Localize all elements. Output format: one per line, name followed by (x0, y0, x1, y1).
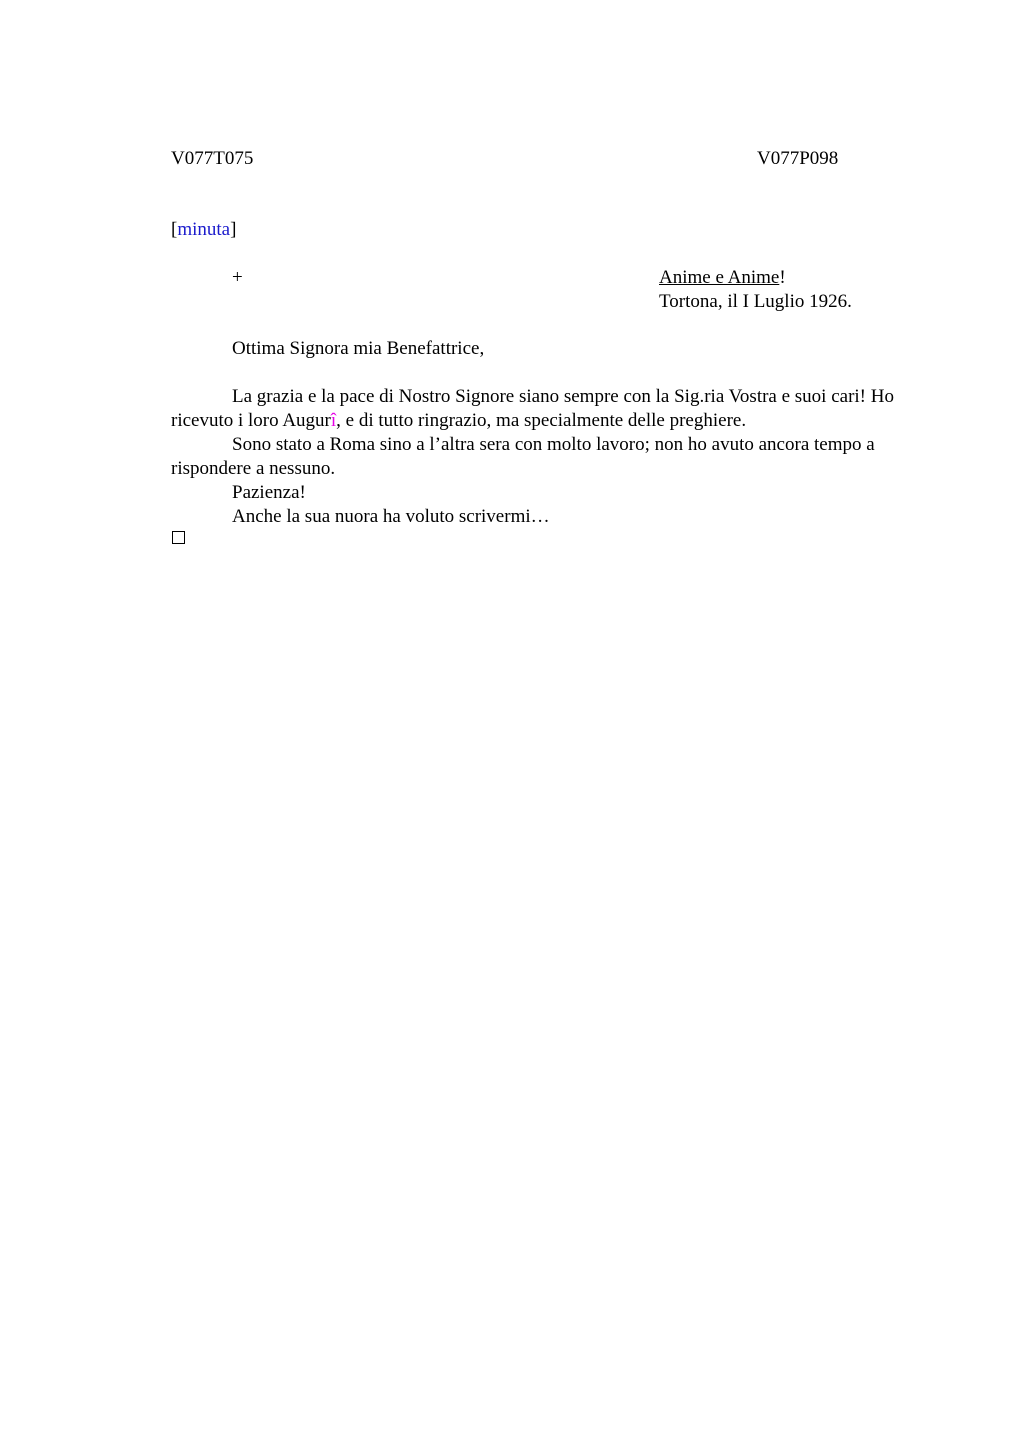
paragraph-1 (171, 385, 931, 433)
minuta-label: minuta (177, 219, 231, 240)
salutation: Ottima Signora mia Benefattrice, (232, 338, 485, 359)
end-square-icon (172, 531, 185, 544)
paragraph-1-start: La grazia e la pace di Nostro Signore siano sempre con la Sig.ria Vostra e suoi cari! Ho ricevuto i loro Augur (171, 386, 894, 431)
document-ref-left: V077T075 (171, 148, 254, 169)
paragraph-1-end: , e di tutto ringrazio, ma specialmente delle preghiere. (336, 410, 747, 431)
paragraph-3: Pazienza! (232, 482, 306, 503)
paragraph-4: Anche la sua nuora ha voluto scrivermi… (232, 506, 550, 527)
close-bracket: ] (230, 219, 237, 240)
cross-mark: + (232, 267, 243, 288)
place-date: Tortona, il I Luglio 1926. (659, 291, 852, 312)
motto-underlined: Anime e Anime (659, 267, 780, 288)
accent-char: î (330, 410, 337, 431)
minuta-note (171, 218, 236, 242)
letter-body (171, 385, 931, 529)
motto-punct: ! (779, 267, 786, 288)
open-bracket: [ (171, 219, 178, 240)
motto (659, 266, 786, 290)
document-ref-right: V077P098 (757, 148, 839, 169)
paragraph-2: Sono stato a Roma sino a l’altra sera con molto lavoro; non ho avuto ancora tempo a rispondere a nessuno. (171, 434, 875, 479)
